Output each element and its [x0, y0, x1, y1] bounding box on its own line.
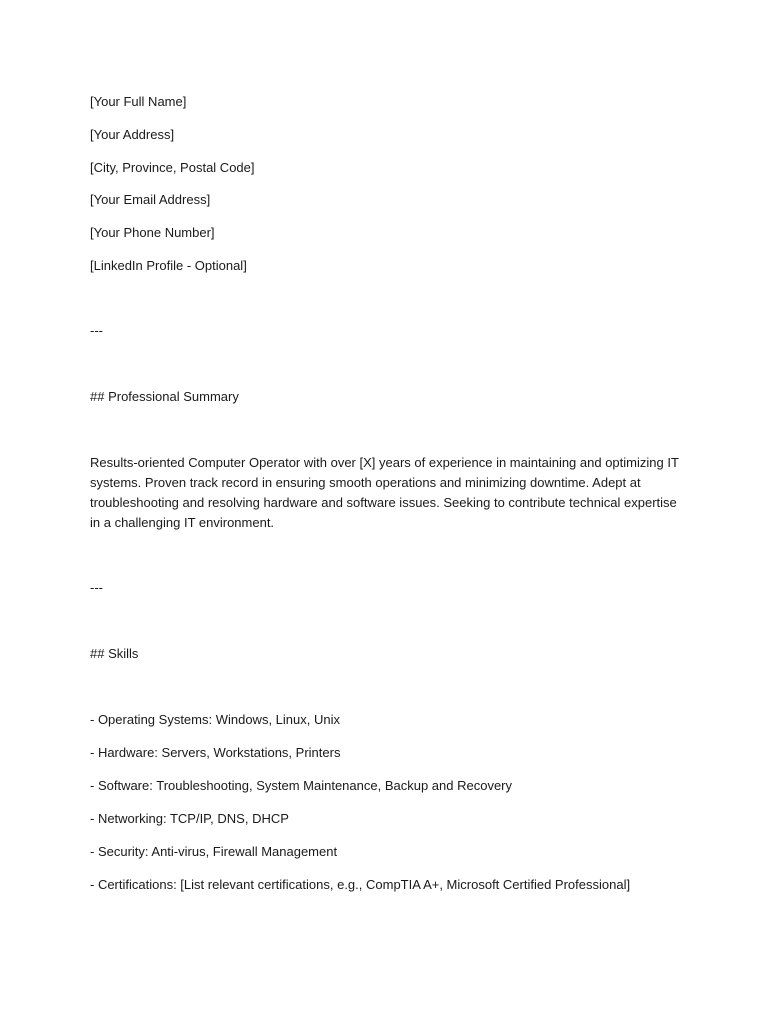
skill-item: - Security: Anti-virus, Firewall Management: [90, 843, 338, 859]
summary-paragraph: Results-oriented Computer Operator with over [X] years of experience in maintaining and optimizing IT systems. Proven track record in ensuring smooth operations and minimizing downtime. Adept at troubleshooting and resolving hardware and software issues. Seeking to contribute technical expertise in a challenging IT environment.: [90, 454, 679, 530]
contact-full-name: [Your Full Name]: [90, 94, 187, 109]
resume-body: [90, 92, 680, 895]
skill-item: - Hardware: Servers, Workstations, Printers: [90, 744, 341, 760]
skill-item: - Certifications: [List relevant certifications, e.g., CompTIA A+, Microsoft Certified Professional]: [90, 876, 631, 892]
contact-linkedin: [LinkedIn Profile - Optional]: [90, 257, 247, 273]
contact-phone: [Your Phone Number]: [90, 225, 215, 241]
contact-block: [90, 92, 680, 276]
section-separator: ---: [90, 322, 103, 338]
skill-item: - Operating Systems: Windows, Linux, Unix: [90, 711, 340, 727]
contact-city-line: [City, Province, Postal Code]: [90, 159, 255, 175]
skills-heading: ## Skills: [90, 645, 139, 661]
skill-item: - Software: Troubleshooting, System Maintenance, Backup and Recovery: [90, 777, 512, 793]
summary-heading: ## Professional Summary: [90, 388, 239, 404]
section-separator: ---: [90, 579, 103, 595]
contact-address: [Your Address]: [90, 126, 175, 142]
skill-item: - Networking: TCP/IP, DNS, DHCP: [90, 810, 289, 826]
skills-list: [90, 710, 680, 895]
contact-email: [Your Email Address]: [90, 192, 211, 208]
